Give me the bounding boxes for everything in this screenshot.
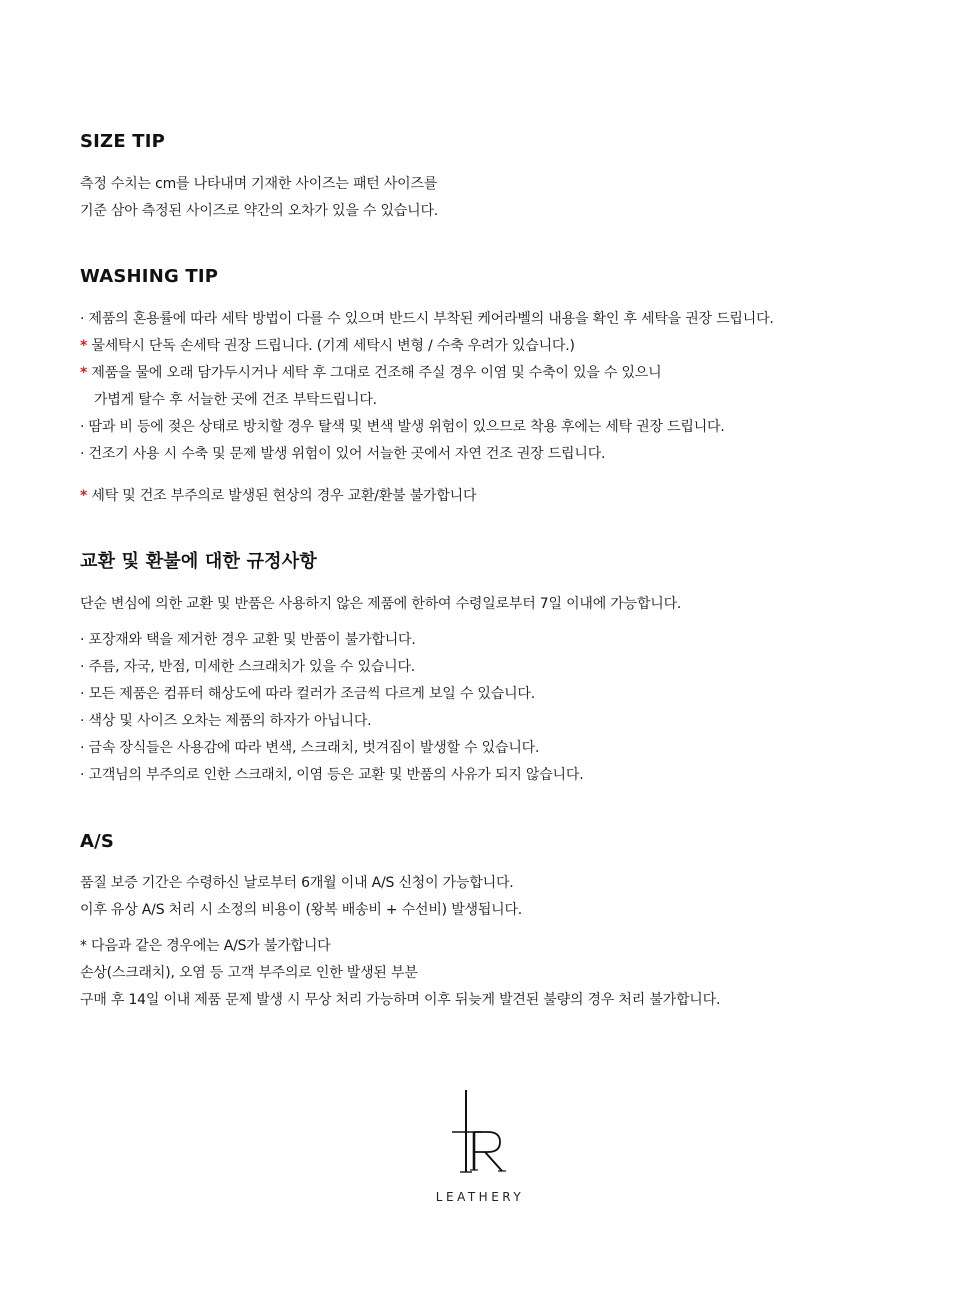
exchange-line: · 금속 장식들은 사용감에 따라 변색, 스크래치, 벗겨짐이 발생할 수 있습니다. — [80, 740, 540, 756]
as-line: 품질 보증 기간은 수령하신 날로부터 6개월 이내 A/S 신청이 가능합니다. — [80, 875, 514, 891]
exchange-line: · 주름, 자국, 반점, 미세한 스크래치가 있을 수 있습니다. — [80, 659, 416, 675]
exchange-line: · 고객님의 부주의로 인한 스크래치, 이염 등은 교환 및 반품의 사유가 되지 않습니다. — [80, 767, 584, 783]
size-tip-line: 측정 수치는 cm를 나타내며 기재한 사이즈는 패턴 사이즈를 — [80, 176, 438, 192]
exchange-line: · 색상 및 사이즈 오차는 제품의 하자가 아닙니다. — [80, 713, 372, 729]
as-line: * 다음과 같은 경우에는 A/S가 불가합니다 — [80, 938, 331, 954]
washing-tip-line — [80, 363, 661, 383]
washing-tip-line: 가볍게 탈수 후 서늘한 곳에 건조 부탁드립니다. — [94, 392, 377, 408]
washing-tip-text: 세탁 및 건조 부주의로 발생된 현상의 경우 교환/환불 불가합니다 — [91, 488, 477, 504]
washing-tip-title: WASHING TIP — [80, 266, 219, 287]
lr-monogram-icon — [430, 1088, 530, 1180]
exchange-title: 교환 및 환불에 대한 규정사항 — [80, 551, 317, 572]
exchange-intro: 단순 변심에 의한 교환 및 반품은 사용하지 않은 제품에 한하여 수령일로부터 7일 이내에 가능합니다. — [80, 596, 682, 612]
as-title: A/S — [80, 831, 115, 852]
asterisk-icon: * — [80, 365, 88, 381]
washing-tip-line: · 제품의 혼용률에 따라 세탁 방법이 다를 수 있으며 반드시 부착된 케어라벨의 내용을 확인 후 세탁을 권장 드립니다. — [80, 311, 774, 327]
as-line: 손상(스크래치), 오염 등 고객 부주의로 인한 발생된 부분 — [80, 965, 418, 981]
asterisk-icon: * — [80, 338, 88, 354]
as-line: 구매 후 14일 이내 제품 문제 발생 시 무상 처리 가능하며 이후 뒤늦게 발견된 불량의 경우 처리 불가합니다. — [80, 992, 721, 1008]
washing-tip-text: 제품을 물에 오래 담가두시거나 세탁 후 그대로 건조해 주실 경우 이염 및 수축이 있을 수 있으니 — [91, 365, 662, 381]
washing-tip-line: · 땀과 비 등에 젖은 상태로 방치할 경우 탈색 및 변색 발생 위험이 있으므로 착용 후에는 세탁 권장 드립니다. — [80, 419, 725, 435]
washing-tip-line — [80, 336, 575, 356]
exchange-line: · 모든 제품은 컴퓨터 해상도에 따라 컬러가 조금씩 다르게 보일 수 있습니다. — [80, 686, 535, 702]
washing-tip-warning — [80, 486, 476, 506]
size-tip-title: SIZE TIP — [80, 131, 166, 152]
washing-tip-text: 물세탁시 단독 손세탁 권장 드립니다. (기계 세탁시 변형 / 수축 우려가 있습니다.) — [91, 338, 575, 354]
washing-tip-line: · 건조기 사용 시 수축 및 문제 발생 위험이 있어 서늘한 곳에서 자연 건조 권장 드립니다. — [80, 446, 606, 462]
size-tip-line: 기준 삼아 측정된 사이즈로 약간의 오차가 있을 수 있습니다. — [80, 203, 439, 219]
brand-logo — [430, 1088, 530, 1218]
brand-name: LEATHERY — [435, 1190, 525, 1204]
asterisk-icon: * — [80, 488, 88, 504]
as-line: 이후 유상 A/S 처리 시 소정의 비용이 (왕복 배송비 + 수선비) 발생됩니다. — [80, 902, 523, 918]
exchange-line: · 포장재와 택을 제거한 경우 교환 및 반품이 불가합니다. — [80, 632, 416, 648]
